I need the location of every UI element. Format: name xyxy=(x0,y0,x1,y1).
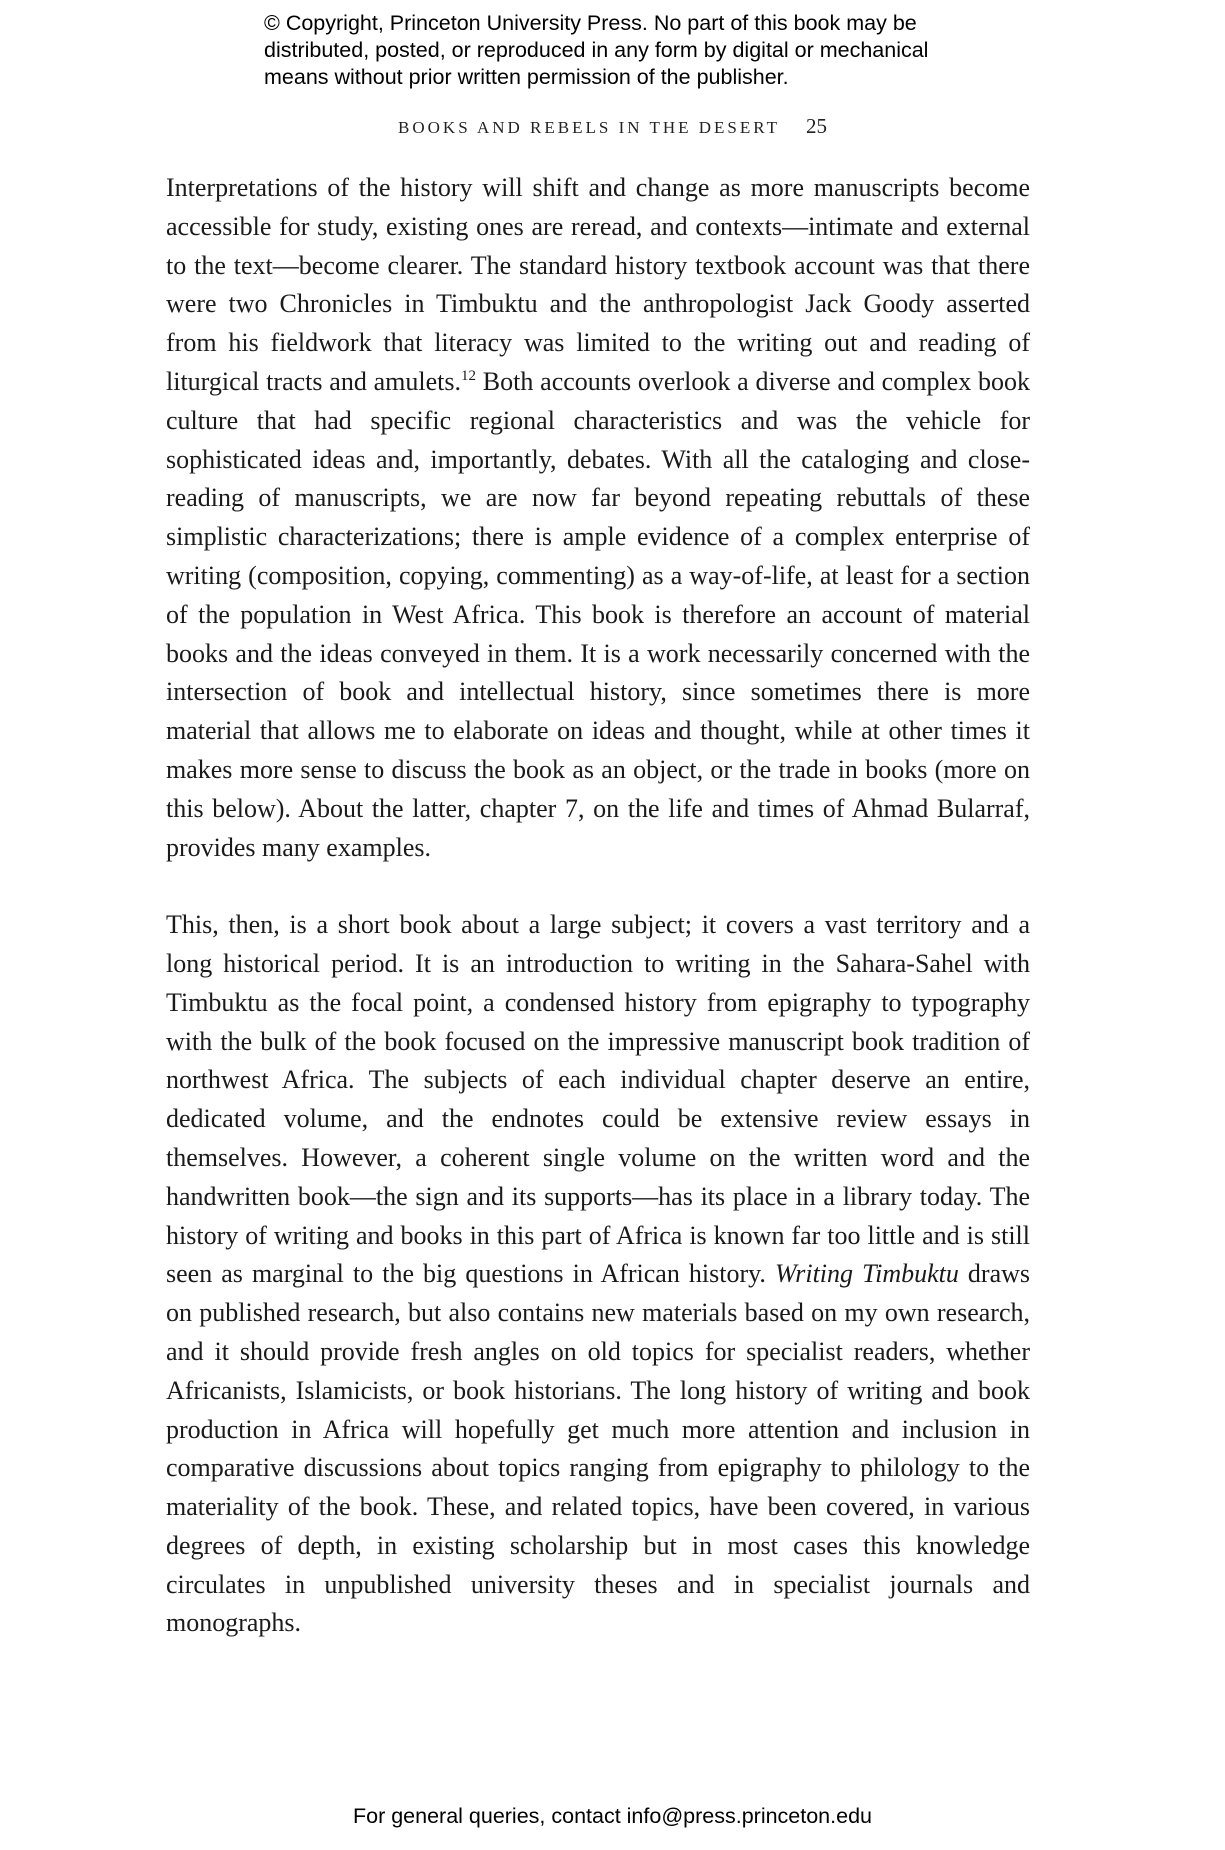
page-number: 25 xyxy=(805,114,827,138)
paragraph xyxy=(166,169,1030,867)
copyright-line: distributed, posted, or reproduced in any form by digital or mechanical xyxy=(264,38,929,62)
paragraph-text: Both accounts overlook a diverse and complex book culture that had specific regional characteristics and was the vehicle for sophisticated ideas and, importantly, debates. With all the cataloging and close-reading of manuscripts, we are now far beyond repeating rebuttals of these simplistic characterizations; there is ample evidence of a complex enterprise of writing (composition, copying, commenting) as a way-of-life, at least for a section of the population in West Africa. This book is therefore an account of material books and the ideas conveyed in them. It is a work necessarily concerned with the intersection of book and intellectual history, since sometimes there is more material that allows me to elaborate on ideas and thought, while at other times it makes more sense to discuss the book as an object, or the trade in books (more on this below). About the latter, chapter 7, on the life and times of Ahmad Bularraf, provides many examples. xyxy=(166,366,1031,862)
copyright-notice xyxy=(264,10,1024,91)
body-text xyxy=(166,169,1030,1643)
footer-contact: For general queries, contact info@press.princeton.edu xyxy=(352,1804,872,1828)
book-title: Writing Timbuktu xyxy=(775,1259,959,1289)
paragraph-text: draws on published research, but also contains new materials based on my own research, and it should provide fresh angles on old topics for specialist readers, whether Africanists, Islamicists, or book historians. The long history of writing and book production in Africa will hopefully get much more attention and inclusion in comparative discussions about topics ranging from epigraphy to philology to the materiality of the book. These, and related topics, have been covered, in various degrees of depth, in existing scholarship but in most cases this knowledge circulates in unpublished university theses and in specialist journals and monographs. xyxy=(166,1259,1031,1638)
paragraph-text: This, then, is a short book about a large subject; it covers a vast territory and a long historical period. It is an introduction to writing in the Sahara-Sahel with Timbuktu as the focal point, a condensed history from epigraphy to typography with the bulk of the book focused on the impressive manuscript book tradition of northwest Africa. The subjects of each individual chapter deserve an entire, dedicated volume, and the endnotes could be extensive review essays in themselves. However, a coherent single volume on the written word and the handwritten book—the sign and its supports—has its place in a library today. The history of writing and books in this part of Africa is known far too little and is still seen as marginal to the big questions in African history. xyxy=(166,910,1030,1289)
footnote-reference[interactable]: 12 xyxy=(461,367,476,384)
copyright-line: © Copyright, Princeton University Press. No part of this book may be xyxy=(264,11,917,35)
paragraph xyxy=(166,906,1030,1643)
running-head xyxy=(0,114,1225,139)
running-head-title: BOOKS AND REBELS IN THE DESERT xyxy=(398,118,780,137)
copyright-line: means without prior written permission of the publisher. xyxy=(264,65,789,89)
paragraph-text: Interpretations of the history will shift and change as more manuscripts become accessible for study, existing ones are reread, and contexts—intimate and external to the text—become clearer. The standard history textbook account was that there were two Chronicles in Timbuktu and the anthropologist Jack Goody asserted from his fieldwork that literacy was limited to the writing out and reading of liturgical tracts and amulets. xyxy=(166,173,1030,396)
